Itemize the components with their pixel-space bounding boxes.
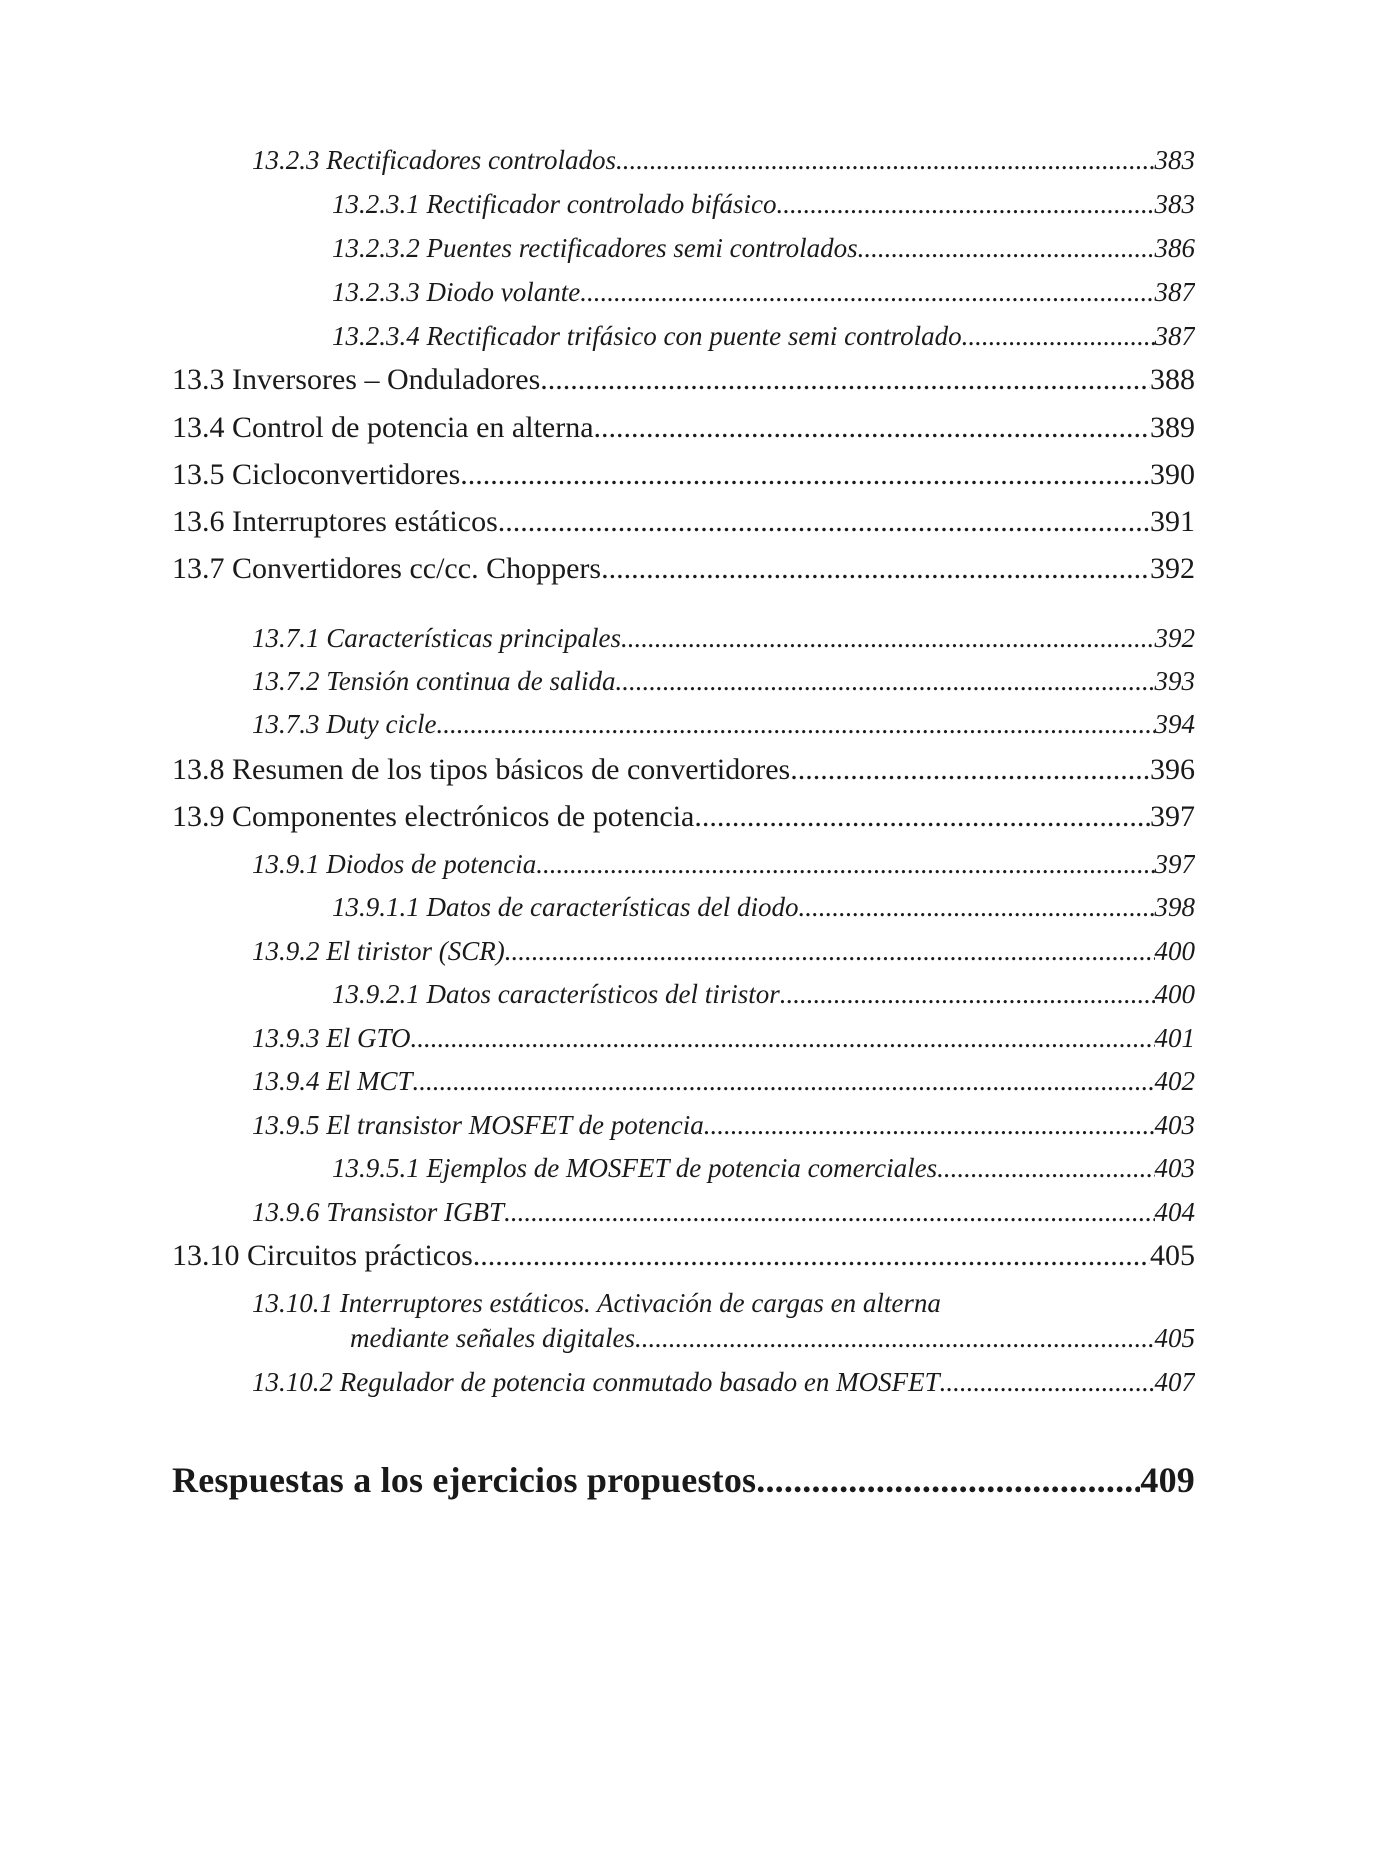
dot-leader bbox=[536, 846, 1154, 882]
toc-entry-page: 398 bbox=[1154, 892, 1195, 922]
toc-entry-label: 13.9 Componentes electrónicos de potencia bbox=[172, 800, 695, 833]
dot-leader bbox=[413, 1063, 1155, 1099]
toc-entry-label-line1: 13.10.1 Interruptores estáticos. Activación de cargas en alterna bbox=[252, 1288, 941, 1318]
toc-entry bbox=[172, 502, 1195, 542]
toc-entry-page: 407 bbox=[1154, 1367, 1195, 1397]
toc-entry bbox=[252, 846, 1195, 882]
toc-entry bbox=[172, 750, 1195, 790]
dot-leader bbox=[937, 1150, 1154, 1186]
toc-entry-label: 13.2.3 Rectificadores controlados bbox=[252, 145, 616, 175]
toc-entry-label: 13.9.2 El tiristor (SCR) bbox=[252, 936, 505, 966]
toc-entry-page: 403 bbox=[1154, 1153, 1195, 1183]
toc-entry-page: 383 bbox=[1154, 189, 1195, 219]
toc-entry-label: 13.6 Interruptores estáticos bbox=[172, 505, 498, 538]
toc-entry-label: 13.9.5 El transistor MOSFET de potencia bbox=[252, 1110, 704, 1140]
toc-entry bbox=[252, 933, 1195, 969]
toc-entry bbox=[252, 1063, 1195, 1099]
toc-entry-label: 13.7.3 Duty cicle bbox=[252, 709, 437, 739]
toc-entry-page: 405 bbox=[1154, 1323, 1195, 1353]
toc-entry-page: 393 bbox=[1154, 666, 1195, 696]
toc-entry bbox=[332, 976, 1195, 1012]
toc-entry-page: 397 bbox=[1150, 800, 1195, 833]
toc-entry-page: 387 bbox=[1154, 277, 1195, 307]
toc-entry-label: 13.9.1 Diodos de potencia bbox=[252, 849, 537, 879]
dot-leader bbox=[505, 933, 1155, 969]
toc-entry-page: 400 bbox=[1154, 979, 1195, 1009]
toc-entry-label: 13.2.3.3 Diodo volante bbox=[332, 277, 581, 307]
toc-entry bbox=[252, 706, 1195, 742]
toc-entry-page: 400 bbox=[1154, 936, 1195, 966]
toc-entry bbox=[252, 1020, 1195, 1056]
toc-entry-page: 404 bbox=[1154, 1197, 1195, 1227]
toc-entry-label: 13.4 Control de potencia en alterna bbox=[172, 411, 594, 444]
dot-leader bbox=[540, 360, 1150, 400]
toc-entry-label: 13.9.4 El MCT bbox=[252, 1066, 413, 1096]
dot-leader bbox=[776, 186, 1154, 222]
toc-entry bbox=[172, 408, 1195, 448]
toc-entry-page: 390 bbox=[1150, 458, 1195, 491]
dot-leader bbox=[616, 663, 1155, 699]
dot-leader bbox=[436, 706, 1154, 742]
toc-entry bbox=[172, 360, 1195, 400]
toc-entry-page: 396 bbox=[1150, 753, 1195, 786]
toc-entry-page: 397 bbox=[1154, 849, 1195, 879]
toc-entry-page: 401 bbox=[1154, 1023, 1195, 1053]
toc-entry bbox=[332, 274, 1195, 310]
toc-entry bbox=[252, 620, 1195, 656]
toc-entry-label: 13.10.2 Regulador de potencia conmutado basado en MOSFET bbox=[252, 1367, 940, 1397]
toc-entry-page: 405 bbox=[1150, 1239, 1195, 1272]
toc-entry-label: 13.2.3.1 Rectificador controlado bifásico bbox=[332, 189, 777, 219]
toc-entry-page: 392 bbox=[1150, 552, 1195, 585]
toc-entry bbox=[332, 186, 1195, 222]
toc-entry-label: 13.9.3 El GTO bbox=[252, 1023, 411, 1053]
dot-leader bbox=[504, 1194, 1154, 1230]
dot-leader bbox=[621, 620, 1155, 656]
dot-leader bbox=[635, 1320, 1155, 1356]
toc-entry-page: 392 bbox=[1154, 623, 1195, 653]
toc-entry bbox=[332, 318, 1195, 354]
toc-entry bbox=[252, 1194, 1195, 1230]
dot-leader bbox=[694, 797, 1150, 837]
toc-entry bbox=[332, 230, 1195, 266]
dot-leader bbox=[594, 408, 1150, 448]
dot-leader bbox=[411, 1020, 1155, 1056]
toc-entry-label: 13.8 Resumen de los tipos básicos de convertidores bbox=[172, 753, 791, 786]
toc-entry bbox=[332, 1150, 1195, 1186]
toc-entry-label: 13.10 Circuitos prácticos bbox=[172, 1239, 473, 1272]
toc-entry-label: 13.2.3.2 Puentes rectificadores semi controlados bbox=[332, 233, 858, 263]
dot-leader bbox=[580, 274, 1154, 310]
toc-entry-page: 409 bbox=[1140, 1460, 1195, 1500]
toc-entry bbox=[252, 142, 1195, 178]
dot-leader bbox=[498, 502, 1150, 542]
toc-entry bbox=[332, 889, 1195, 925]
dot-leader bbox=[460, 455, 1150, 495]
toc-entry-label: 13.9.1.1 Datos de características del diodo bbox=[332, 892, 799, 922]
dot-leader bbox=[756, 1456, 1140, 1504]
dot-leader bbox=[962, 318, 1155, 354]
toc-entry-label: 13.7.1 Características principales bbox=[252, 623, 621, 653]
toc-entry bbox=[252, 1107, 1195, 1143]
toc-entry-label: 13.2.3.4 Rectificador trifásico con puente semi controlado bbox=[332, 321, 962, 351]
toc-entry-label: 13.9.6 Transistor IGBT bbox=[252, 1197, 505, 1227]
dot-leader bbox=[704, 1107, 1155, 1143]
dot-leader bbox=[940, 1364, 1155, 1400]
toc-entry-page: 389 bbox=[1150, 411, 1195, 444]
toc-entry-label: Respuestas a los ejercicios propuestos bbox=[172, 1460, 757, 1500]
dot-leader bbox=[473, 1236, 1150, 1276]
toc-entry bbox=[252, 1364, 1195, 1400]
toc-entry-label: 13.9.5.1 Ejemplos de MOSFET de potencia comerciales bbox=[332, 1153, 938, 1183]
toc-entry-page: 402 bbox=[1154, 1066, 1195, 1096]
toc-entry-page: 386 bbox=[1154, 233, 1195, 263]
dot-leader bbox=[601, 549, 1150, 589]
toc-entry-page: 388 bbox=[1150, 363, 1195, 396]
toc-entry bbox=[172, 797, 1195, 837]
dot-leader bbox=[780, 976, 1155, 1012]
toc-entry bbox=[172, 549, 1195, 589]
toc-entry-page: 391 bbox=[1150, 505, 1195, 538]
toc-entry bbox=[252, 663, 1195, 699]
dot-leader bbox=[616, 142, 1155, 178]
toc-entry bbox=[172, 455, 1195, 495]
toc-entry-chapter bbox=[172, 1456, 1195, 1504]
toc-entry-label: 13.9.2.1 Datos característicos del tiristor bbox=[332, 979, 780, 1009]
dot-leader bbox=[858, 230, 1155, 266]
toc-entry-label: 13.7 Convertidores cc/cc. Choppers bbox=[172, 552, 602, 585]
toc-entry-page: 387 bbox=[1154, 321, 1195, 351]
toc-entry bbox=[350, 1320, 1195, 1356]
toc-entry-page: 403 bbox=[1154, 1110, 1195, 1140]
toc-entry-page: 394 bbox=[1154, 709, 1195, 739]
toc-entry-page: 383 bbox=[1154, 145, 1195, 175]
dot-leader bbox=[790, 750, 1150, 790]
toc-entry-label: mediante señales digitales bbox=[350, 1323, 635, 1353]
toc-entry bbox=[172, 1236, 1195, 1276]
toc-entry-label: 13.3 Inversores – Onduladores bbox=[172, 363, 541, 396]
toc-entry-label: 13.7.2 Tensión continua de salida bbox=[252, 666, 616, 696]
dot-leader bbox=[798, 889, 1154, 925]
toc-entry-label: 13.5 Cicloconvertidores bbox=[172, 458, 461, 491]
